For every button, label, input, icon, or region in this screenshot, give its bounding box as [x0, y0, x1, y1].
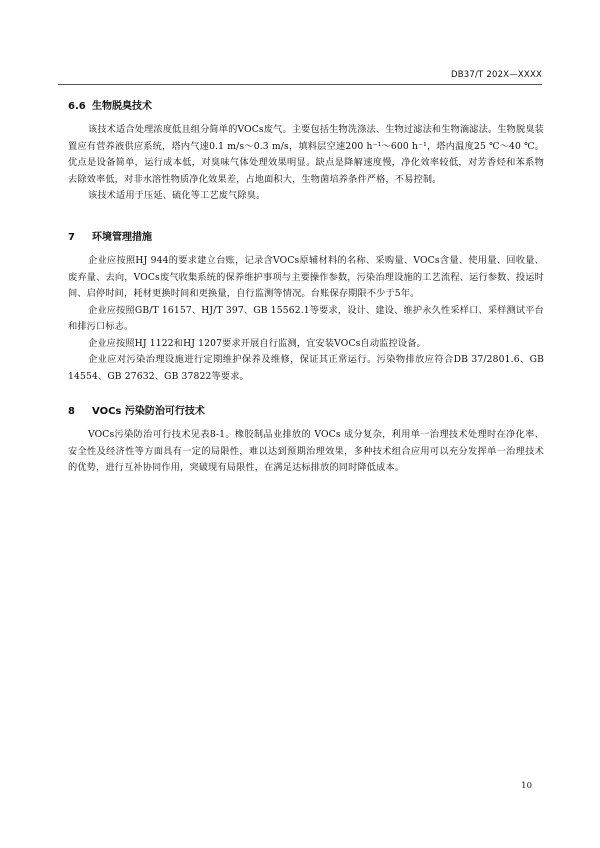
paragraph: 企业应按照HJ 1122和HJ 1207要求开展自行监测，宜安装VOCs自动监控设备。 — [88, 337, 426, 349]
section-number: 7 — [68, 232, 75, 243]
paragraph: VOCs污染防治可行技术见表8-1。橡胶制品业排放的 VOCs 成分复杂，利用单一治理技术处理时在净化率、安全性及经济性等方面具有一定的局限性，难以达到预期治理效果，多种技术组合应用可以充分发挥单一治理技术的优势，进行互补协同作用，突破现有局限性，在满足达标排放的同时降低成本。 — [68, 429, 544, 473]
section-heading — [68, 97, 544, 112]
section-7 — [68, 228, 544, 385]
section-number: 8 — [68, 406, 75, 417]
section-title: 环境管理措施 — [92, 232, 152, 243]
paragraph: 该技术适合处理浓度低且组分简单的VOCs废气。主要包括生物洗涤法、生物过滤法和生物滴滤法。生物脱臭装置应有营养液供应系统，塔内气速0.1 m/s～0.3 m/s，填料层空速200 h⁻¹～600 h⁻¹，塔内温度25 ℃～40 ℃。优点是设备简单，运行成本低，对臭味气体处理效果明显。缺点是降解速度慢，净化效率较低，对芳香烃和苯系物去除效率低，对非水溶性物质净化效果差，占地面积大，生物菌培养条件严格，不易控制。 — [68, 124, 544, 185]
header-divider — [58, 84, 542, 85]
paragraph: 企业应按照HJ 944的要求建立台账，记录含VOCs原辅材料的名称、采购量、VOCs含量、使用量、回收量、废弃量、去向，VOCs废气收集系统的保养维护事项与主要操作参数，污染治理设施的工艺流程、运行参数、投运时间、启停时间，耗材更换时间和更换量，自行监测等情况。台账保存期限不少于5年。 — [68, 255, 544, 299]
section-title: 生物脱臭技术 — [92, 101, 152, 112]
section-title: VOCs 污染防治可行技术 — [92, 406, 205, 417]
paragraph: 企业应对污染治理设施进行定期维护保养及维修，保证其正常运行。污染物排放应符合DB 37/2801.6、GB 14554、GB 27632、GB 37822等要求。 — [68, 354, 544, 382]
paragraph: 企业应按照GB/T 16157、HJ/T 397、GB 15562.1等要求，设计、建设、维护永久性采样口、采样测试平台和排污口标志。 — [68, 304, 544, 332]
paragraph: 该技术适用于压延、硫化等工艺废气除臭。 — [88, 190, 266, 201]
page-number: 10 — [521, 781, 532, 791]
section-number: 6.6 — [68, 101, 86, 112]
section-heading — [68, 228, 544, 243]
standard-code: DB37/T 202X—XXXX — [451, 70, 542, 80]
section-8 — [68, 402, 544, 477]
section-6-6 — [68, 97, 544, 205]
section-heading — [68, 402, 544, 417]
